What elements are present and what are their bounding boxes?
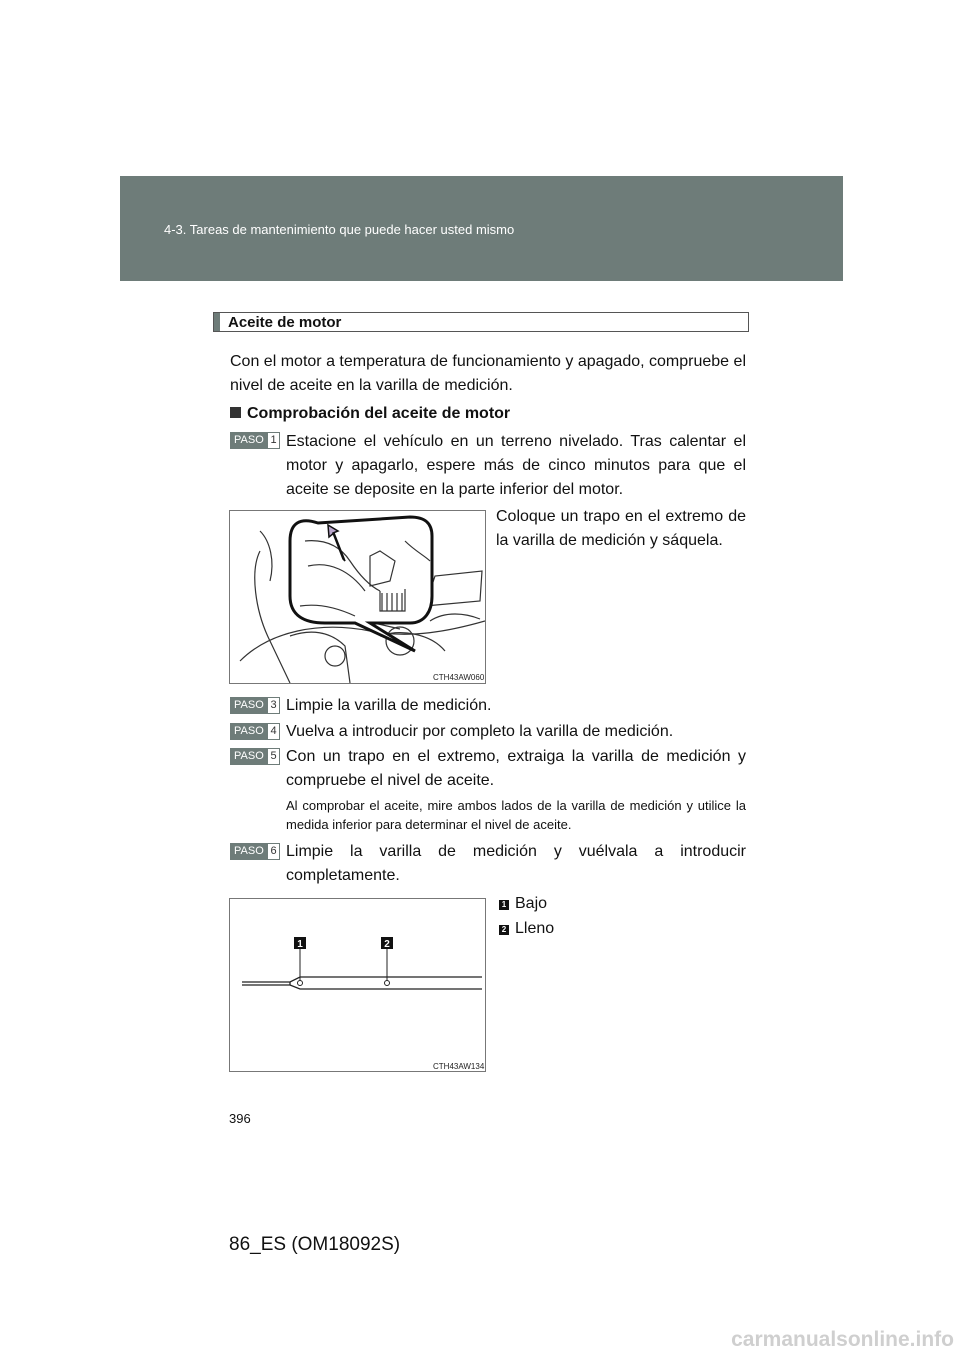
legend-badge: 2	[499, 925, 509, 935]
subheading	[230, 405, 510, 423]
page-number: 396	[229, 1111, 251, 1126]
step-text-5: Con un trapo en el extremo, extraiga la varilla de medición y compruebe el nivel de aceite.	[286, 748, 746, 789]
step-word: PASO	[234, 699, 264, 711]
step-text-2: Coloque un trapo en el extremo de la varilla de medición y sáquela.	[496, 508, 746, 549]
step-word: PASO	[234, 845, 264, 857]
step-text-4: Vuelva a introducir por completo la varilla de medición.	[286, 723, 674, 740]
step-number: 3	[267, 697, 280, 714]
legend-label: Lleno	[515, 920, 555, 937]
step-label-1	[230, 432, 280, 449]
step-label-6	[230, 843, 280, 860]
step-label-3	[230, 697, 280, 714]
section-title: Aceite de motor	[228, 314, 342, 331]
subheading-text: Comprobación del aceite de motor	[247, 405, 511, 422]
step-word: PASO	[234, 434, 264, 446]
step-number: 6	[267, 843, 280, 860]
engine-drawing	[230, 511, 485, 683]
step-number: 1	[267, 432, 280, 449]
intro-paragraph: Con el motor a temperatura de funcionamiento y apagado, compruebe el nivel de aceite en la varilla de medición.	[230, 353, 746, 394]
dipstick-drawing	[230, 899, 485, 1071]
legend-item-low	[499, 894, 547, 914]
header-section-title: 4-3. Tareas de mantenimiento que puede hacer usted mismo	[164, 222, 515, 237]
step-number: 5	[267, 748, 280, 765]
header-band	[120, 176, 843, 281]
engine-illustration	[229, 510, 486, 684]
dipstick-marker-1: 1	[297, 939, 303, 950]
legend-label: Bajo	[515, 895, 548, 912]
step-word: PASO	[234, 725, 264, 737]
dipstick-figure-code: CTH43AW134	[433, 1062, 485, 1071]
step-text-6: Limpie la varilla de medición y vuélvala a introducir completamente.	[286, 843, 746, 884]
step-label-5	[230, 748, 280, 765]
dipstick-illustration	[229, 898, 486, 1072]
note-text: Al comprobar el aceite, mire ambos lados de la varilla de medición y utilice la medida inferior para determinar el nivel de aceite.	[286, 798, 746, 832]
footer-code: 86_ES (OM18092S)	[229, 1234, 401, 1255]
step-word: PASO	[234, 750, 264, 762]
legend-badge: 1	[499, 900, 509, 910]
section-title-accent	[214, 313, 220, 331]
dipstick-marker-2: 2	[384, 939, 390, 950]
watermark: carmanualsonline.info	[731, 1328, 954, 1351]
step-text-1: Estacione el vehículo en un terreno nivelado. Tras calentar el motor y apagarlo, espere más de cinco minutos para que el aceite se deposite en la parte inferior del motor.	[286, 433, 746, 498]
engine-figure-code: CTH43AW060	[433, 673, 485, 682]
square-bullet-icon	[230, 407, 241, 418]
section-title-bar	[213, 312, 749, 332]
legend-item-full	[499, 919, 554, 939]
step-text-3: Limpie la varilla de medición.	[286, 697, 492, 714]
step-number: 4	[267, 723, 280, 740]
step-label-4	[230, 723, 280, 740]
